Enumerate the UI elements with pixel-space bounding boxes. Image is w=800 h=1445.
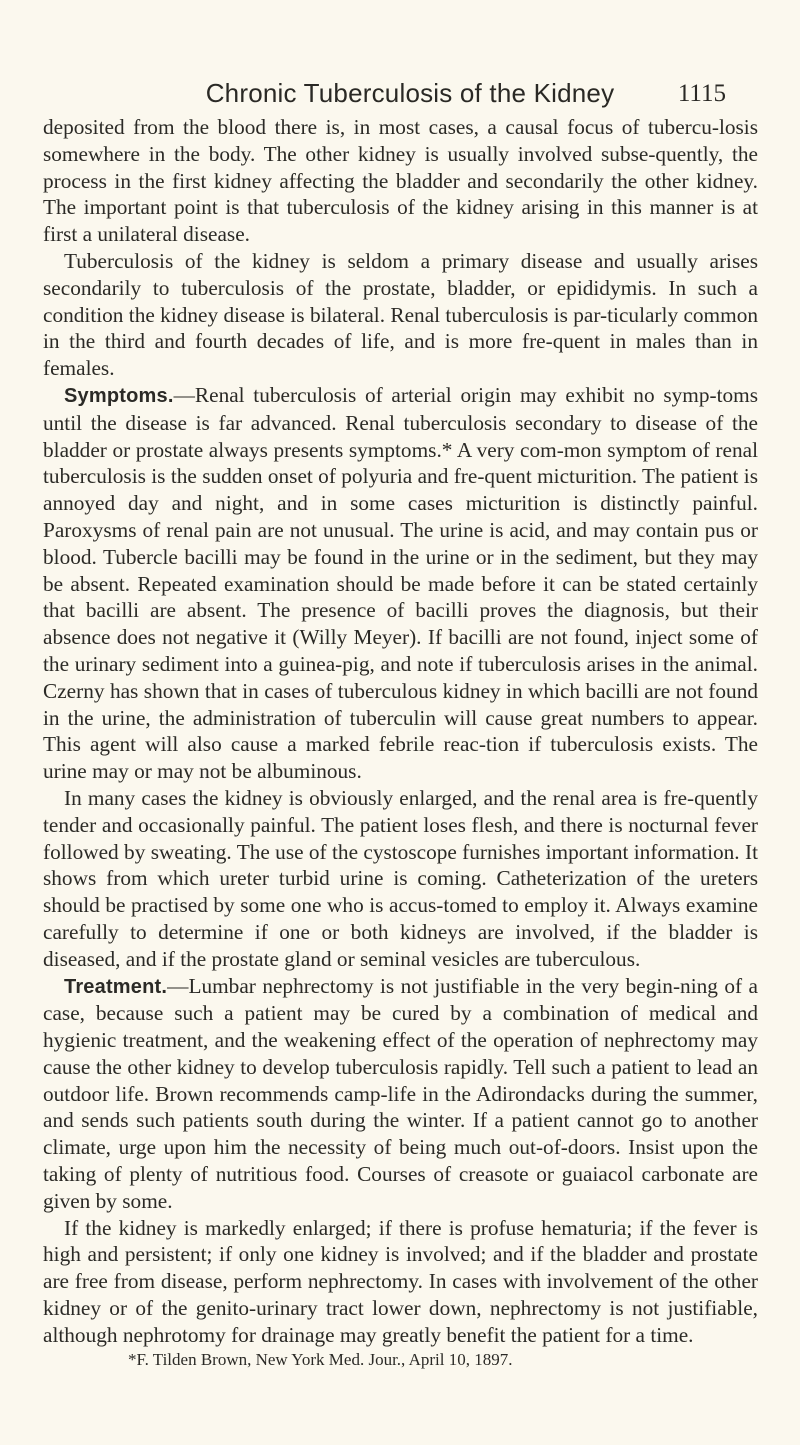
paragraph-secondary-origin: Tuberculosis of the kidney is seldom a primary disease and usually arises secondarily to tuberculosis of the prostate, bladder, or epididymis. In such a condition the kidney disease is bilateral. Renal tuberculosis is par-ticularly common in the third and fourth decades of life, and is more fre-quent in males than in females. [43,248,758,381]
treatment-body: —Lumbar nephrectomy is not justifiable in the very begin-ning of a case, because such a patient may be cured by a combination of medical and hygienic treatment, and the weakening effect of the operation of nephrectomy may cause the other kidney to develop tuberculosis rapidly. Tell such a patient to lead an outdoor life. Brown recommends camp-life in the Adirondacks during the summer, and sends such patients south during the winter. If a patient cannot go to another climate, urge upon him the necessity of being much out-of-doors. Insist upon the taking of plenty of nutritious food. Courses of creasote or guaiacol carbonate are given by some. [43,973,758,1213]
paragraph-enlargement: In many cases the kidney is obviously enlarged, and the renal area is fre-quently tender and occasionally painful. The patient loses flesh, and there is nocturnal fever followed by sweating. The use of the cystoscope furnishes important information. It shows from which ureter turbid urine is coming. Catheterization of the ureters should be practised by some one who is accus-tomed to employ it. Always examine carefully to determine if one or both kidneys are involved, if the bladder is diseased, and if the prostate gland or seminal vesicles are tuberculous. [43,785,758,971]
paragraph-symptoms [43,382,758,785]
symptoms-body: —Renal tuberculosis of arterial origin may exhibit no symp-toms until the disease is far advanced. Renal tuberculosis secondary to disease of the bladder or prostate always presents symptoms.* A very com-mon symptom of renal tuberculosis is the sudden onset of polyuria and fre-quent micturition. The patient is annoyed day and night, and in some cases micturition is distinctly painful. Paroxysms of renal pain are not unusual. The urine is acid, and may contain pus or blood. Tubercle bacilli may be found in the urine or in the sediment, but they may be absent. Repeated examination should be made before it can be stated certainly that bacilli are absent. The presence of bacilli proves the diagnosis, but their absence does not negative it (Willy Meyer). If bacilli are not found, inject some of the urinary sediment into a guinea-pig, and note if tuberculosis arises in the animal. Czerny has shown that in cases of tuberculous kidney in which bacilli are not found in the urine, the administration of tuberculin will cause great numbers to appear. This agent will also cause a marked febrile reac-tion if tuberculosis exists. The urine may or may not be albuminous. [43,382,758,784]
paragraph-nephrectomy: If the kidney is markedly enlarged; if there is profuse hematuria; if the fever is high and persistent; if only one kidney is involved; and if the bladder and prostate are free from disease, perform nephrectomy. In cases with involvement of the other kidney or of the genito-urinary tract lower down, nephrectomy is not justifiable, although nephrotomy for drainage may greatly benefit the patient for a time. [43,1215,758,1347]
running-title: Chronic Tuberculosis of the Kidney [205,78,615,108]
body-text [43,114,758,1371]
symptoms-heading: Symptoms. [64,384,174,407]
paragraph-origin: deposited from the blood there is, in most cases, a causal focus of tubercu-losis somewhere in the body. The other kidney is usually involved subse-quently, the process in the first kidney affecting the bladder and secondarily the other kidney. The important point is that tuberculosis of the kidney arising in this manner is at first a unilateral disease. [43,115,758,247]
footnote: *F. Tilden Brown, New York Med. Jour., April 10, 1897. [128,1349,513,1369]
page-header [70,78,750,110]
page-number: 1115 [677,80,726,107]
paragraph-treatment [43,973,758,1215]
treatment-heading: Treatment. [64,975,168,998]
